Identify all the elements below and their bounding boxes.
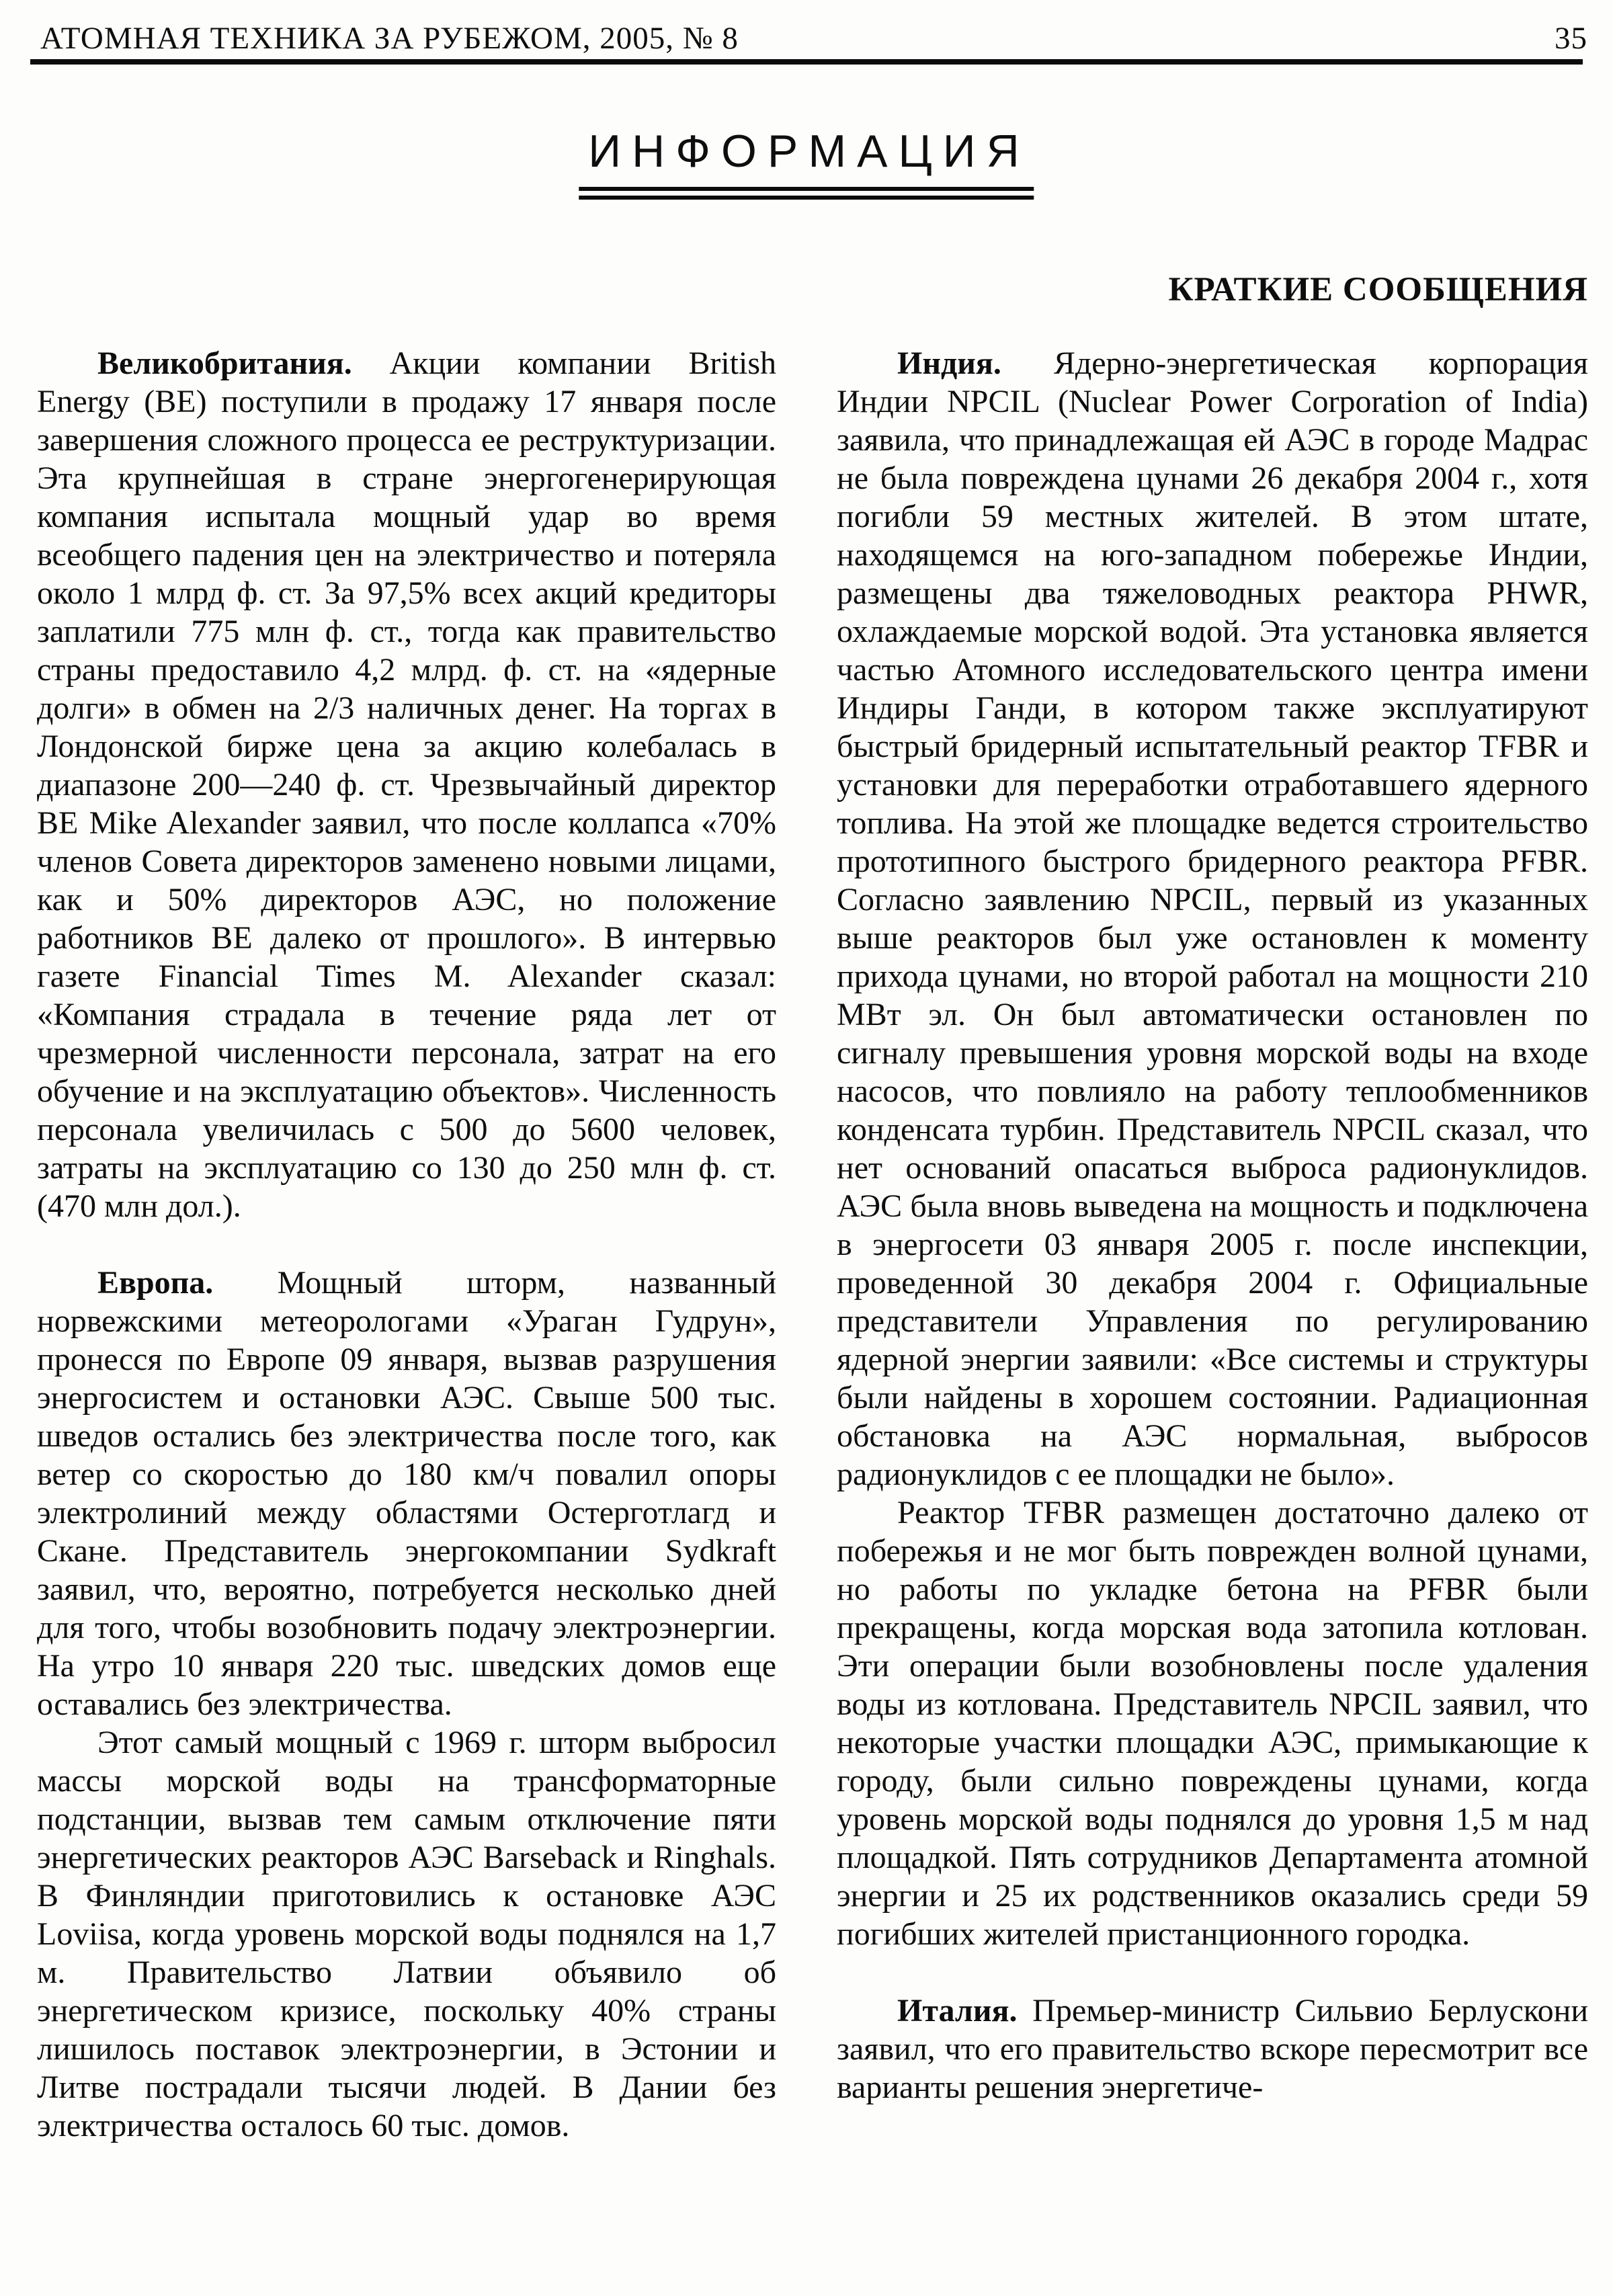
paragraph-storm bbox=[37, 1723, 776, 2145]
paragraph-europe-text: Мощный шторм, названный норвежскими метеорологами «Ураган Гудрун», пронесся по Европе 09 января, вызвав разрушения энергосистем и остановки АЭС. Свыше 500 тыс. шведов остались без электричества после того, как ветер со скоростью до 180 км/ч повалил опоры электролиний между областями Остерготлагд и Скане. Представитель энергокомпании Sydkraft заявил, что, вероятно, потребуется несколько дней для того, чтобы возобновить подачу электроэнергии. На утро 10 января 220 тыс. шведских домов еще оставались без электричества. bbox=[37, 1265, 776, 1722]
paragraph-tfbr bbox=[837, 1493, 1588, 1953]
paragraph-italy bbox=[837, 1992, 1588, 2106]
country-lead-uk: Великобритания. bbox=[97, 345, 352, 381]
country-lead-italy: Италия. bbox=[897, 1993, 1018, 2028]
right-column bbox=[837, 344, 1588, 2280]
paragraph-india bbox=[837, 344, 1588, 1493]
paragraph-uk-text: Акции компании British Energy (BE) поступили в продажу 17 января после завершения сложного процесса ее реструктуризации. Эта крупнейшая в стране энергогенерирующая компания испытала мощный удар во время всеобщего падения цен на электричество и потеряла около 1 млрд ф. ст. За 97,5% всех акций кредиторы заплатили 775 млн ф. ст., тогда как правительство страны предоставило 4,2 млрд. ф. ст. на «ядерные долги» в обмен на 2/3 наличных денег. На торгах в Лондонской бирже цена за акцию колебалась в диапазоне 200—240 ф. ст. Чрезвычайный директор BE Mike Alexander заявил, что после коллапса «70% членов Совета директоров заменено новыми лицами, как и 50% директоров АЭС, но положение работников BE далеко от прошлого». В интервью газете Financial Times M. Alexander сказал: «Компания страдала в течение ряда лет от чрезмерной численности персонала, затрат на его обучение и на эксплуатацию объектов». Численность персонала увеличилась с 500 до 5600 человек, затраты на эксплуатацию со 130 до 250 млн ф. ст. (470 млн дол.). bbox=[37, 345, 776, 1224]
journal-title: АТОМНАЯ ТЕХНИКА ЗА РУБЕЖОМ, 2005, № 8 bbox=[40, 21, 739, 56]
paragraph-tfbr-text: Реактор TFBR размещен достаточно далеко от побережья и не мог быть поврежден волной цунами, но работы по укладке бетона на PFBR были прекращены, когда морская вода затопила котлован. Эти операции были возобновлены после удаления воды из котлована. Представитель NPCIL заявил, что некоторые участки площадки АЭС, примыкающие к городу, были сильно повреждены цунами, когда уровень морской воды поднялся до уровня 1,5 м над площадкой. Пять сотрудников Департамента атомной энергии и 25 их родственников оказались среди 59 погибших жителей пристанционного городка. bbox=[837, 1495, 1588, 1952]
header-rule bbox=[30, 59, 1583, 65]
paragraph-europe bbox=[37, 1264, 776, 1723]
section-title: ИНФОРМАЦИЯ bbox=[579, 125, 1034, 200]
paragraph-storm-text: Этот самый мощный с 1969 г. шторм выбросил массы морской воды на трансформаторные подстанции, вызвав тем самым отключение пяти энергетических реакторов АЭС Barseback и Ringhals. В Финляндии приготовились к остановке АЭС Loviisa, когда уровень морской воды поднялся на 1,7 м. Правительство Латвии объявило об энергетическом кризисе, поскольку 40% страны лишилось поставок электроэнергии, в Эстонии и Литве пострадали тысячи людей. В Дании без электричества осталось 60 тыс. домов. bbox=[37, 1725, 776, 2143]
paragraph-uk bbox=[37, 344, 776, 1225]
running-head bbox=[40, 20, 1587, 56]
paragraph-italy-text: Премьер-министр Сильвио Берлускони заявил, что его правительство вскоре пересмотрит все варианты решения энергетиче- bbox=[837, 1993, 1588, 2105]
left-column bbox=[37, 344, 776, 2280]
country-lead-india: Индия. bbox=[897, 345, 1001, 381]
paragraph-india-text: Ядерно-энергетическая корпорация Индии NPCIL (Nuclear Power Corporation of India) заявила, что принадлежащая ей АЭС в городе Мадрас не была повреждена цунами 26 декабря 2004 г., хотя погибли 59 местных жителей. В этом штате, находящемся на юго-западном побережье Индии, размещены два тяжеловодных реактора PHWR, охлаждаемые морской водой. Эта установка является частью Атомного исследовательского центра имени Индиры Ганди, в котором также эксплуатируют быстрый бридерный испытательный реактор TFBR и установки для переработки отработавшего ядерного топлива. На этой же площадке ведется строительство прототипного быстрого бридерного реактора PFBR. Согласно заявлению NPCIL, первый из указанных выше реакторов был уже остановлен к моменту прихода цунами, но второй работал на мощности 210 МВт эл. Он был автоматически остановлен по сигналу превышения уровня морской воды на входе насосов, что повлияло на работу теплообменников конденсата турбин. Представитель NPCIL сказал, что нет оснований опасаться выброса радионуклидов. АЭС была вновь выведена на мощность и подключена в энергосети 03 января 2005 г. после инспекции, проведенной 30 декабря 2004 г. Официальные представители Управления по регулированию ядерной энергии заявили: «Все системы и структуры были найдены в хорошем состоянии. Радиационная обстановка на АЭС нормальная, выбросов радионуклидов с ее площадки не было». bbox=[837, 345, 1588, 1492]
country-lead-europe: Европа. bbox=[97, 1265, 214, 1301]
subsection-title: КРАТКИЕ СООБЩЕНИЯ bbox=[1168, 271, 1588, 309]
page-number: 35 bbox=[1555, 21, 1587, 56]
